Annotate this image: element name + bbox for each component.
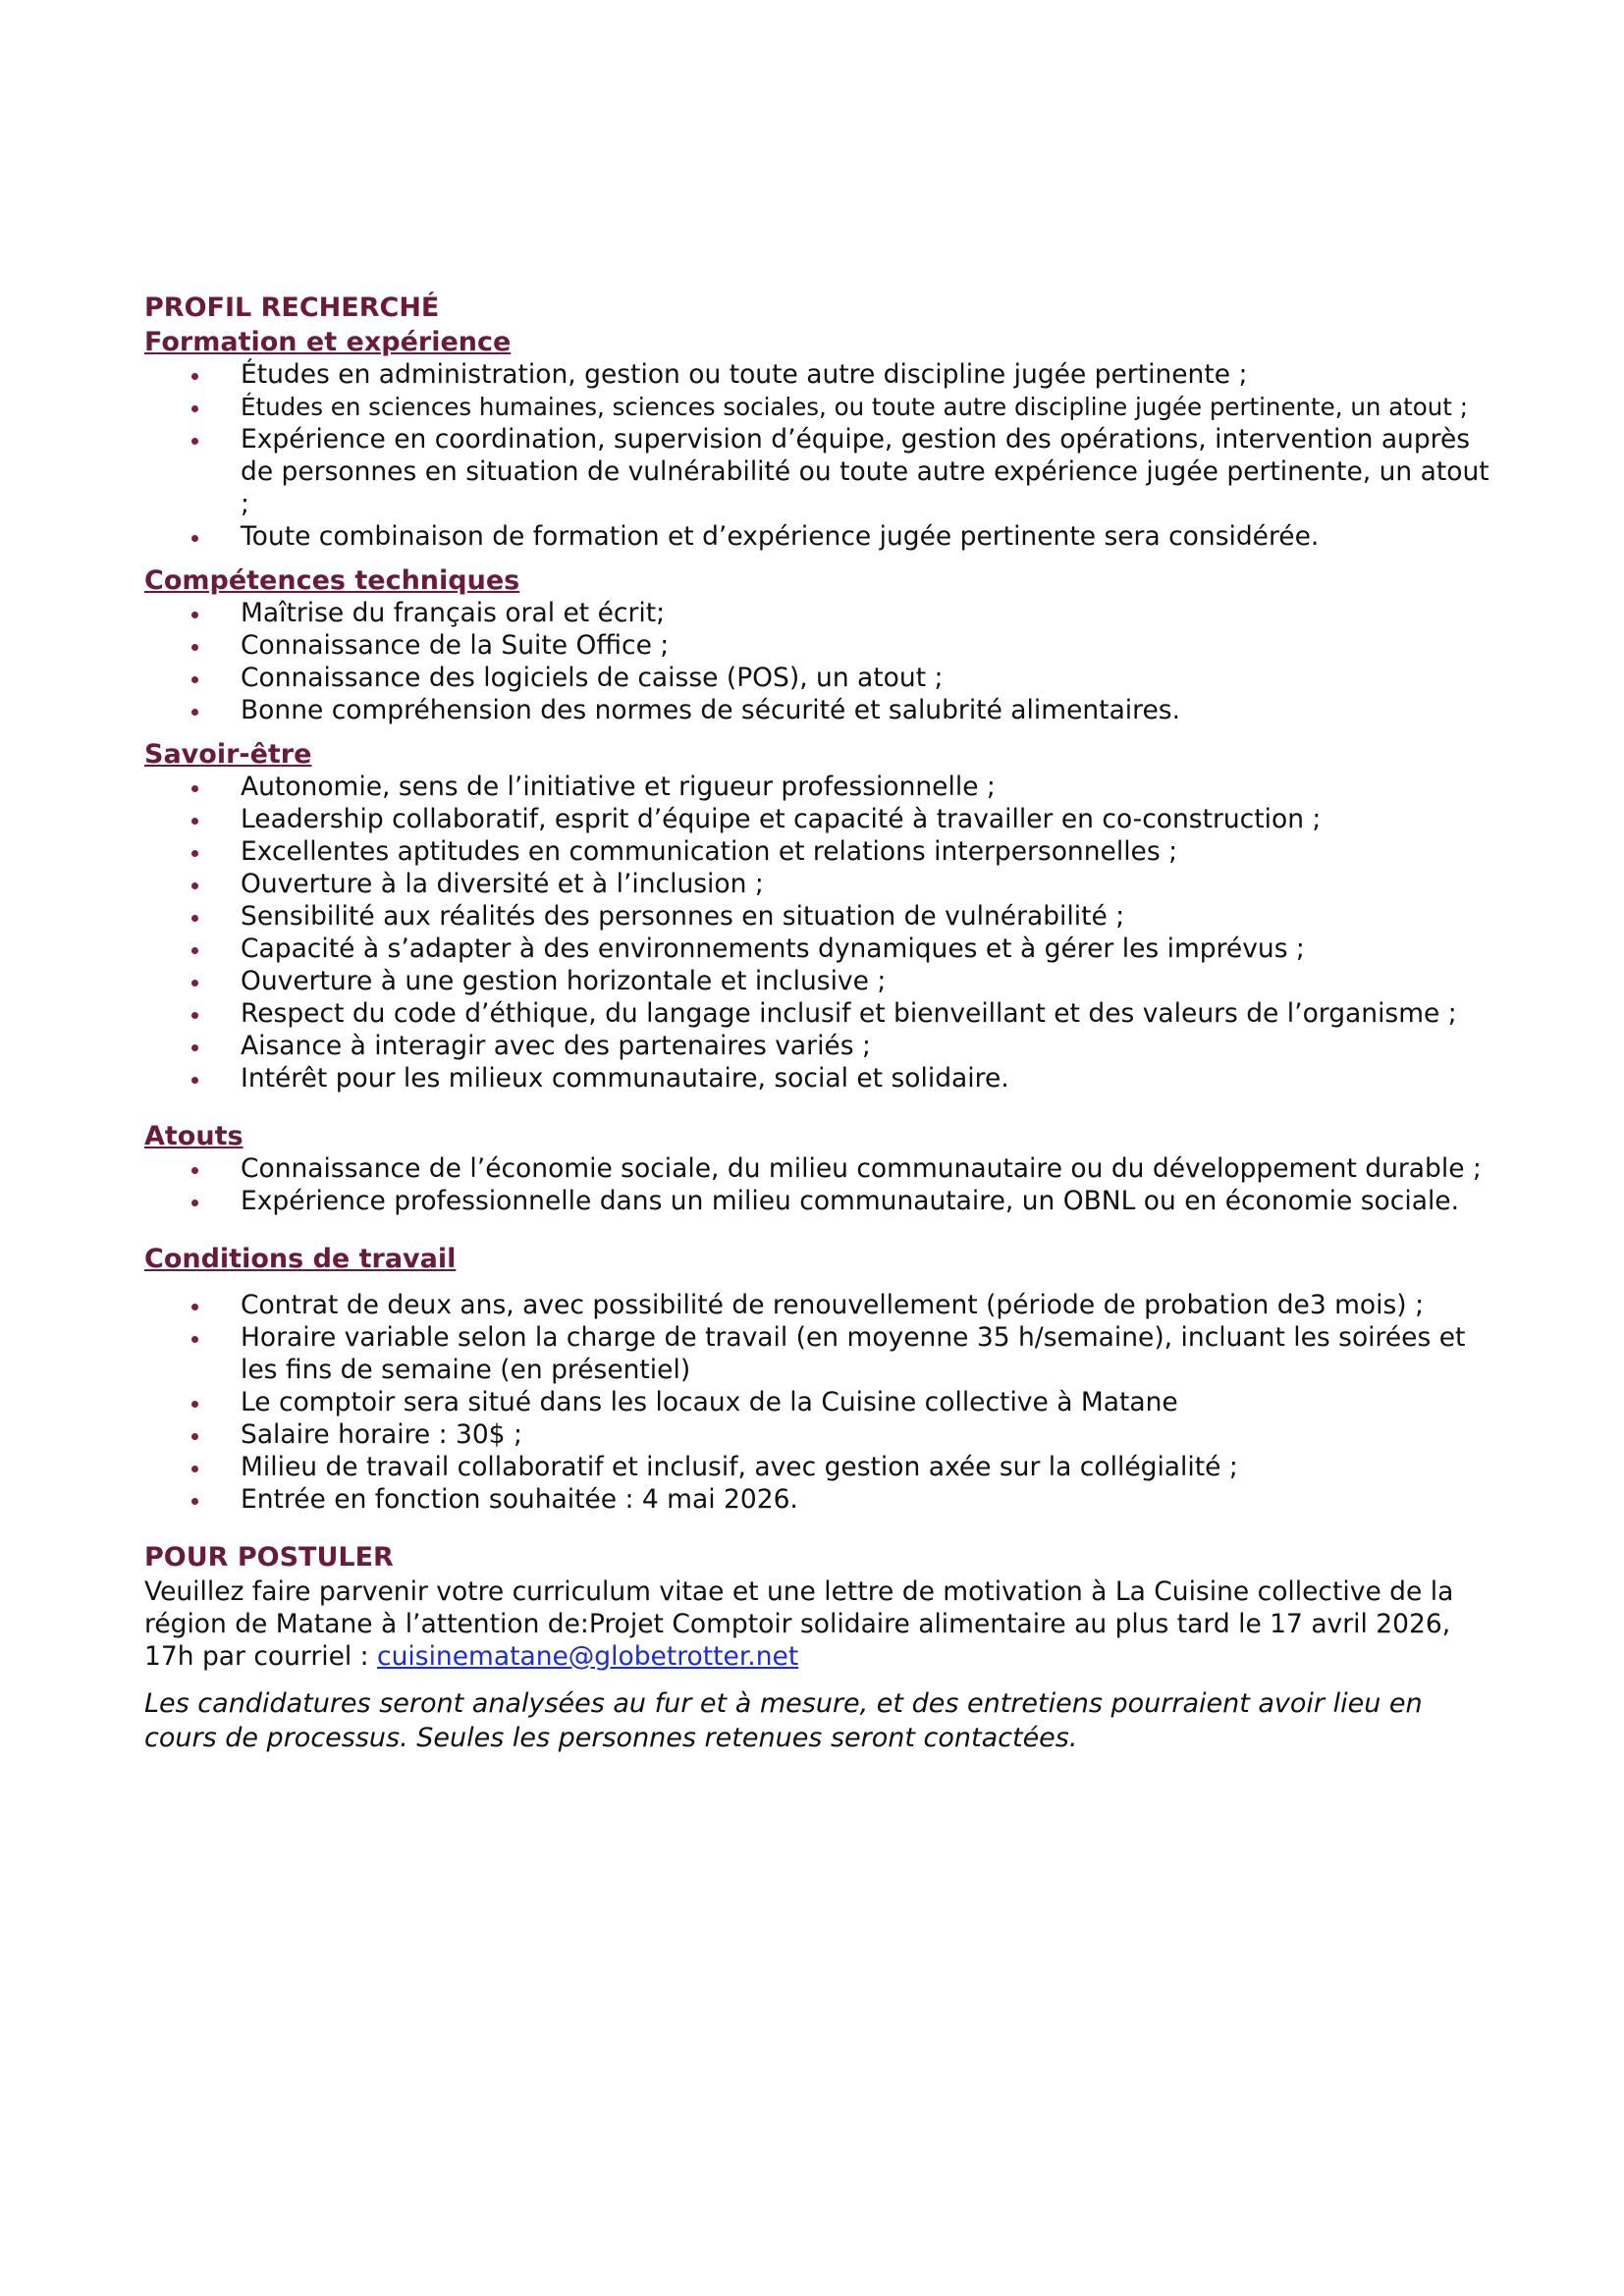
candidacy-note: Les candidatures seront analysées au fur et à mesure, et des entretiens pourraient avoir lieu en cours de processus. Seules les personnes retenues seront contactées. — [144, 1688, 1423, 1753]
list-item: Études en sciences humaines, sciences sociales, ou toute autre discipline jugée pertinente, un atout ; — [144, 391, 1499, 423]
bullet-icon — [191, 818, 198, 825]
section-heading-savoir-etre: Savoir-être — [144, 739, 312, 770]
atouts-list — [144, 1152, 1499, 1217]
bullet-icon — [191, 1200, 198, 1206]
list-item: Connaissance de l’économie sociale, du milieu communautaire ou du développement durable ; — [144, 1152, 1499, 1185]
competences-list — [144, 597, 1499, 726]
profile-title: PROFIL RECHERCHÉ — [144, 293, 440, 323]
list-item: Le comptoir sera situé dans les locaux de la Cuisine collective à Matane — [144, 1386, 1499, 1418]
list-item: Milieu de travail collaboratif et inclusif, avec gestion axée sur la collégialité ; — [144, 1451, 1499, 1483]
list-item: Études en administration, gestion ou toute autre discipline jugée pertinente ; — [144, 358, 1499, 391]
section-heading-atouts: Atouts — [144, 1121, 244, 1151]
list-item: Connaissance de la Suite Office ; — [144, 629, 1499, 662]
bullet-icon — [191, 709, 198, 716]
savoir-etre-list — [144, 771, 1499, 1095]
list-item: Bonne compréhension des normes de sécurité et salubrité alimentaires. — [144, 694, 1499, 726]
list-item: Capacité à s’adapter à des environnements dynamiques et à gérer les imprévus ; — [144, 933, 1499, 965]
list-item: Intérêt pour les milieux communautaire, social et solidaire. — [144, 1062, 1499, 1095]
bullet-icon — [191, 1044, 198, 1051]
list-item: Entrée en fonction souhaitée : 4 mai 2026. — [144, 1483, 1499, 1516]
section-heading-conditions: Conditions de travail — [144, 1244, 457, 1274]
section-heading-competences: Compétences techniques — [144, 565, 520, 596]
list-item: Connaissance des logiciels de caisse (POS), un atout ; — [144, 662, 1499, 694]
bullet-icon — [191, 1498, 198, 1505]
bullet-icon — [191, 373, 198, 380]
bullet-icon — [191, 1077, 198, 1084]
list-item: Ouverture à une gestion horizontale et inclusive ; — [144, 965, 1499, 997]
bullet-icon — [191, 1167, 198, 1174]
bullet-icon — [191, 676, 198, 683]
list-item: Salaire horaire : 30$ ; — [144, 1418, 1499, 1451]
bullet-icon — [191, 915, 198, 922]
bullet-icon — [191, 1433, 198, 1440]
list-item: Ouverture à la diversité et à l’inclusion ; — [144, 868, 1499, 900]
conditions-list — [144, 1289, 1499, 1516]
bullet-icon — [191, 405, 198, 412]
bullet-icon — [191, 882, 198, 889]
bullet-icon — [191, 1012, 198, 1019]
apply-instructions: Veuillez faire parvenir votre curriculum vitae et une lettre de motivation à La Cuisine collective de la région de Matane à l’attention de:Projet Comptoir solidaire alimentaire au plus tard le 17 avril 2026, 17h par courriel : cuisinematane@globetrotter.net — [144, 1576, 1454, 1672]
bullet-icon — [191, 785, 198, 792]
bullet-icon — [191, 850, 198, 857]
list-item: Sensibilité aux réalités des personnes en situation de vulnérabilité ; — [144, 900, 1499, 933]
bullet-icon — [191, 644, 198, 651]
bullet-icon — [191, 612, 198, 618]
list-item: Aisance à interagir avec des partenaires variés ; — [144, 1030, 1499, 1062]
formation-list — [144, 358, 1499, 553]
list-item: Contrat de deux ans, avec possibilité de renouvellement (période de probation de3 mois) ; — [144, 1289, 1499, 1321]
list-item: Respect du code d’éthique, du langage inclusif et bienveillant et des valeurs de l’organisme ; — [144, 997, 1499, 1030]
list-item: Autonomie, sens de l’initiative et rigueur professionnelle ; — [144, 771, 1499, 803]
job-posting-content — [144, 292, 1499, 1755]
bullet-icon — [191, 1304, 198, 1310]
bullet-icon — [191, 980, 198, 987]
email-link[interactable]: cuisinematane@globetrotter.net — [377, 1641, 799, 1672]
list-item: Expérience professionnelle dans un milieu communautaire, un OBNL ou en économie sociale. — [144, 1185, 1499, 1217]
list-item: Horaire variable selon la charge de travail (en moyenne 35 h/semaine), incluant les soirées et les fins de semaine (en présentiel) — [144, 1321, 1499, 1386]
bullet-icon — [191, 1466, 198, 1472]
list-item: Expérience en coordination, supervision d’équipe, gestion des opérations, intervention auprès de personnes en situation de vulnérabilité ou toute autre expérience jugée pertinente, un atout ; — [144, 423, 1499, 520]
bullet-icon — [191, 1401, 198, 1408]
bullet-icon — [191, 535, 198, 542]
apply-title: POUR POSTULER — [144, 1542, 394, 1573]
list-item: Toute combinaison de formation et d’expérience jugée pertinente sera considérée. — [144, 520, 1499, 553]
bullet-icon — [191, 438, 198, 445]
list-item: Maîtrise du français oral et écrit; — [144, 597, 1499, 629]
list-item: Excellentes aptitudes en communication et relations interpersonnelles ; — [144, 835, 1499, 868]
section-heading-formation: Formation et expérience — [144, 327, 512, 357]
bullet-icon — [191, 1336, 198, 1343]
bullet-icon — [191, 947, 198, 954]
list-item: Leadership collaboratif, esprit d’équipe et capacité à travailler en co-construction ; — [144, 803, 1499, 835]
